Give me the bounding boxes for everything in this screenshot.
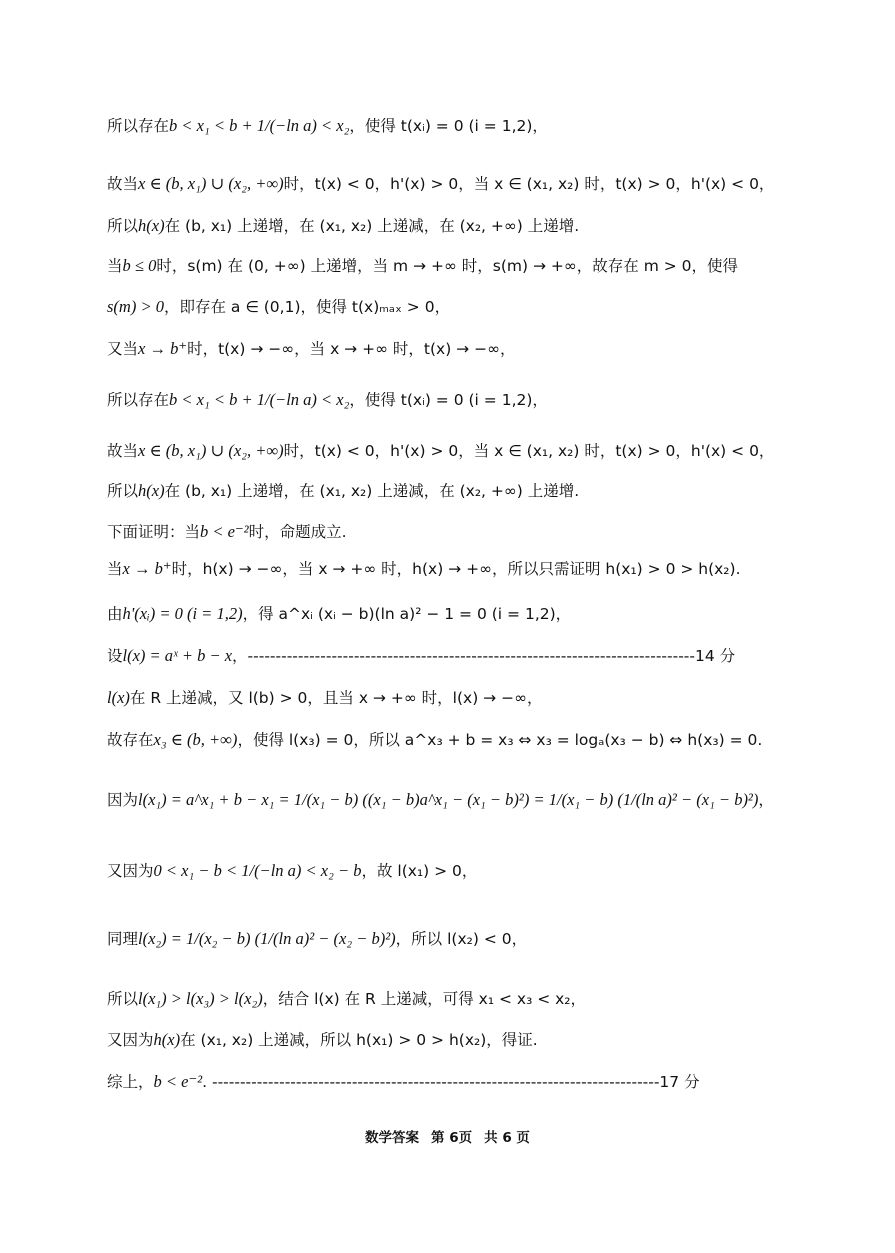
solution-line: 所以存在b < x₁ < b + 1/(−ln a) < x₂，使得 t(xᵢ) = 0 (i = 1,2)， — [107, 390, 548, 409]
footer-page-number: 第 6页 — [431, 1130, 473, 1146]
solution-line: l(x)在 R 上递减，又 l(b) > 0，且当 x → +∞ 时，l(x) → −∞， — [107, 688, 543, 707]
solution-line: 故存在x₃ ∈ (b, +∞)，使得 l(x₃) = 0，所以 a^x₃ + b = x₃ ⇔ x₃ = logₐ(x₃ − b) ⇔ h(x₃) = 0. — [107, 730, 763, 749]
math-expression: l(x) = aˣ + b − x — [122, 646, 233, 665]
math-expression: b < x₁ < b + 1/(−ln a) < x₂ — [169, 390, 350, 409]
math-expression: b < e⁻² — [200, 522, 249, 541]
math-expression: b < x₁ < b + 1/(−ln a) < x₂ — [169, 116, 350, 135]
math-expression: h(x) — [138, 481, 165, 500]
footer-subject: 数学答案 — [365, 1130, 420, 1146]
math-expression: s(m) > 0 — [107, 297, 164, 316]
solution-line: 当b ≤ 0时，s(m) 在 (0, +∞) 上递增，当 m → +∞ 时，s(m) → +∞，故存在 m > 0，使得 — [107, 256, 739, 275]
solution-line: 又当x → b⁺时，t(x) → −∞，当 x → +∞ 时，t(x) → −∞， — [107, 339, 516, 358]
math-expression: x ∈ (b, x₁) ∪ (x₂, +∞) — [138, 441, 284, 460]
math-expression: h'(xᵢ) = 0 (i = 1,2) — [122, 604, 243, 623]
math-expression: b < e⁻² — [153, 1072, 203, 1091]
solution-line: 所以存在b < x₁ < b + 1/(−ln a) < x₂，使得 t(xᵢ) = 0 (i = 1,2)， — [107, 116, 548, 135]
solution-line: 设l(x) = aˣ + b − x，--------------------------------------------------------------------------------14 分 — [107, 646, 736, 665]
math-expression: x₃ ∈ (b, +∞) — [153, 730, 238, 749]
footer-total-pages: 共 6 页 — [484, 1130, 530, 1146]
solution-line: 所以h(x)在 (b, x₁) 上递增，在 (x₁, x₂) 上递减，在 (x₂, +∞) 上递增. — [107, 481, 580, 500]
solution-line: 同理l(x₂) = 1/(x₂ − b) (1/(ln a)² − (x₂ − b)²)，所以 l(x₂) < 0， — [107, 929, 528, 948]
math-expression: x → b⁺ — [138, 339, 188, 358]
math-expression: l(x) — [107, 688, 130, 707]
math-expression: b ≤ 0 — [122, 256, 157, 275]
solution-line: 又因为0 < x₁ − b < 1/(−ln a) < x₂ − b，故 l(x₁) > 0， — [107, 861, 478, 880]
solution-line: 当x → b⁺时，h(x) → −∞，当 x → +∞ 时，h(x) → +∞，所以只需证明 h(x₁) > 0 > h(x₂). — [107, 559, 741, 578]
math-expression: l(x₁) = a^x₁ + b − x₁ = 1/(x₁ − b) ((x₁ − b)a^x₁ − (x₁ − b)²) = 1/(x₁ − b) (1/(ln a)² − (x₁ − b)²) — [138, 790, 759, 809]
math-expression: h(x) — [138, 216, 165, 235]
math-expression: l(x₁) > l(x₃) > l(x₂) — [138, 989, 263, 1008]
solution-line: 又因为h(x)在 (x₁, x₂) 上递减，所以 h(x₁) > 0 > h(x₂)，得证. — [107, 1030, 538, 1049]
solution-line: 因为l(x₁) = a^x₁ + b − x₁ = 1/(x₁ − b) ((x₁ − b)a^x₁ − (x₁ − b)²) = 1/(x₁ − b) (1/(ln a)² − (x₁ − b)²)， — [107, 790, 774, 809]
page-footer — [0, 1126, 895, 1146]
solution-line: 所以l(x₁) > l(x₃) > l(x₂)，结合 l(x) 在 R 上递减，可得 x₁ < x₃ < x₂， — [107, 989, 587, 1008]
solution-line: 故当x ∈ (b, x₁) ∪ (x₂, +∞)时，t(x) < 0，h'(x) > 0，当 x ∈ (x₁, x₂) 时，t(x) > 0，h'(x) < 0， — [107, 441, 775, 460]
math-expression: x ∈ (b, x₁) ∪ (x₂, +∞) — [138, 174, 284, 193]
solution-line: 综上，b < e⁻². --------------------------------------------------------------------------------17 分 — [107, 1072, 700, 1091]
solution-line: 下面证明：当b < e⁻²时，命题成立. — [107, 522, 347, 541]
solution-line: s(m) > 0，即存在 a ∈ (0,1)，使得 t(x)ₘₐₓ > 0， — [107, 297, 451, 316]
math-expression: h(x) — [153, 1030, 181, 1049]
math-expression: l(x₂) = 1/(x₂ − b) (1/(ln a)² − (x₂ − b)²) — [138, 929, 396, 948]
math-expression: x → b⁺ — [122, 559, 172, 578]
solution-line: 由h'(xᵢ) = 0 (i = 1,2)，得 a^xᵢ (xᵢ − b)(ln a)² − 1 = 0 (i = 1,2)， — [107, 604, 572, 623]
solution-line: 故当x ∈ (b, x₁) ∪ (x₂, +∞)时，t(x) < 0，h'(x) > 0，当 x ∈ (x₁, x₂) 时，t(x) > 0，h'(x) < 0， — [107, 174, 775, 193]
math-expression: 0 < x₁ − b < 1/(−ln a) < x₂ − b — [153, 861, 362, 880]
solution-line: 所以h(x)在 (b, x₁) 上递增，在 (x₁, x₂) 上递减，在 (x₂, +∞) 上递增. — [107, 216, 580, 235]
